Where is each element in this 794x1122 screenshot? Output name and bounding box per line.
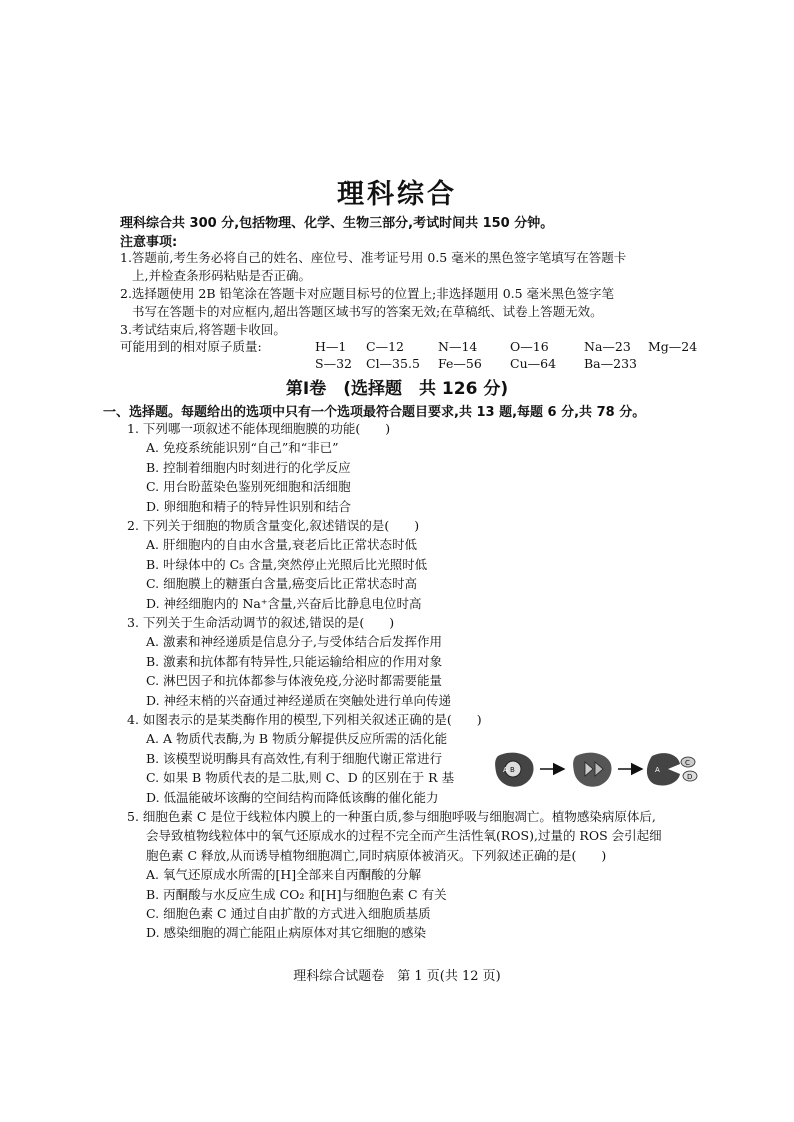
notice-item [120,321,700,339]
atomic-mass: Cu—64 [510,356,557,371]
notice-list [120,249,700,339]
enzyme-complex-split [573,753,611,787]
question-stem: 4. 如图表示的是某类酶作用的模型,下列相关叙述正确的是( ) [127,712,482,727]
label-a: A [655,766,660,774]
atomic-mass: Fe—56 [438,356,482,371]
question-stem-line: 胞色素 C 释放,从而诱导植物细胞凋亡,同时病原体被消灭。下列叙述正确的是( ) [146,847,607,863]
atomic-mass: Cl—35.5 [366,356,420,371]
page-title: 理科综合 [337,179,457,210]
label-c: C [685,759,690,767]
option-b: B. 叶绿体中的 C₅ 含量,突然停止光照后比光照时低 [146,556,428,572]
option-a: A. 免疫系统能识别“自己”和“非已” [146,440,339,456]
section-title: 第Ⅰ卷 (选择题 共 126 分) [285,379,509,399]
question-2 [127,516,707,613]
enzyme-substrate-complex [495,753,533,787]
atomic-mass: N—14 [438,339,478,354]
question-stem: 2. 下列关于细胞的物质含量变化,叙述错误的是( ) [127,518,420,533]
question-stem-line: 会导致植物线粒体中的氧气还原成水的过程不完全而产生活性氧(ROS),过量的 ROS 会引起细 [146,828,662,844]
atomic-mass: Na—23 [584,339,631,354]
notice-item [120,285,700,321]
notice-line: 1.答题前,考生务必将自己的姓名、座位号、准考证号用 0.5 毫米的黑色签字笔填写在答题卡 [120,250,627,265]
option-c: C. 如果 B 物质代表的是二肽,则 C、D 的区别在于 R 基 [146,770,455,786]
atomic-mass: C—12 [366,339,404,354]
question-stem: 1. 下列哪一项叙述不能体现细胞膜的功能( ) [127,421,391,436]
option-a: A. 氧气还原成水所需的[H]全部来自丙酮酸的分解 [146,867,422,883]
atomic-mass: H—1 [315,339,347,354]
option-c: C. 淋巴因子和抗体都参与体液免疫,分泌时都需要能量 [146,673,443,689]
question-5 [127,807,707,943]
option-d: D. 神经末梢的兴奋通过神经递质在突触处进行单向传递 [146,692,452,708]
option-b: B. 激素和抗体都有特异性,只能运输给相应的作用对象 [146,653,443,669]
notice-line: 书写在答题卡的对应框内,超出答题区域书写的答案无效;在草稿纸、试卷上答题无效。 [132,304,603,319]
section-description: 一、选择题。每题给出的选项中只有一个选项最符合题目要求,共 13 题,每题 6 分,共 78 分。 [103,405,646,420]
option-a: A. 肝细胞内的自由水含量,衰老后比正常状态时低 [146,537,417,553]
question-stem-line: 5. 细胞色素 C 是位于线粒体内膜上的一种蛋白质,参与细胞呼吸与细胞凋亡。植物感染病原体后, [127,809,656,824]
atomic-mass: Ba—233 [584,356,637,371]
option-d: D. 感染细胞的凋亡能阻止病原体对其它细胞的感染 [146,925,427,941]
enzyme-and-products [647,753,697,785]
atomic-mass: S—32 [315,356,352,371]
label-a: A [503,766,508,774]
exam-intro: 理科综合共 300 分,包括物理、化学、生物三部分,考试时间共 150 分钟。 [120,216,554,231]
notice-line: 3.考试结束后,将答题卡收回。 [120,322,286,337]
option-a: A. A 物质代表酶,为 B 物质分解提供反应所需的活化能 [146,731,448,747]
option-b: B. 丙酮酸与水反应生成 CO₂ 和[H]与细胞色素 C 有关 [146,886,447,902]
option-d: D. 神经细胞内的 Na⁺含量,兴奋后比静息电位时高 [146,595,422,611]
question-stem: 3. 下列关于生命活动调节的叙述,错误的是( ) [127,615,395,630]
label-d: D [687,773,693,781]
enzyme-model-figure [492,748,702,790]
option-c: C. 细胞色素 C 通过自由扩散的方式进入细胞质基质 [146,906,431,922]
atomic-masses-label: 可能用到的相对原子质量: [120,339,262,354]
option-d: D. 低温能破坏该酶的空间结构而降低该酶的催化能力 [146,789,439,805]
question-1 [127,419,707,516]
option-d: D. 卵细胞和精子的特异性识别和结合 [146,498,352,514]
option-b: B. 该模型说明酶具有高效性,有利于细胞代谢正常进行 [146,750,443,766]
notice-line: 2.选择题使用 2B 铅笔涂在答题卡对应题目标号的位置上;非选择题用 0.5 毫米黑色签字笔 [120,286,615,301]
option-a: A. 激素和神经递质是信息分子,与受体结合后发挥作用 [146,634,442,650]
page-footer: 理科综合试题卷 第 1 页(共 12 页) [293,969,501,984]
option-c: C. 用台盼蓝染色鉴别死细胞和活细胞 [146,479,351,495]
label-b: B [510,766,515,774]
atomic-mass: O—16 [510,339,549,354]
notice-line: 上,并检查条形码粘贴是否正确。 [132,268,311,283]
question-3 [127,613,707,710]
option-b: B. 控制着细胞内时刻进行的化学反应 [146,459,351,475]
atomic-mass: Mg—24 [648,339,698,354]
notice-heading: 注意事项: [120,235,178,250]
notice-item [120,249,700,285]
option-c: C. 细胞膜上的糖蛋白含量,癌变后比正常状态时高 [146,576,418,592]
